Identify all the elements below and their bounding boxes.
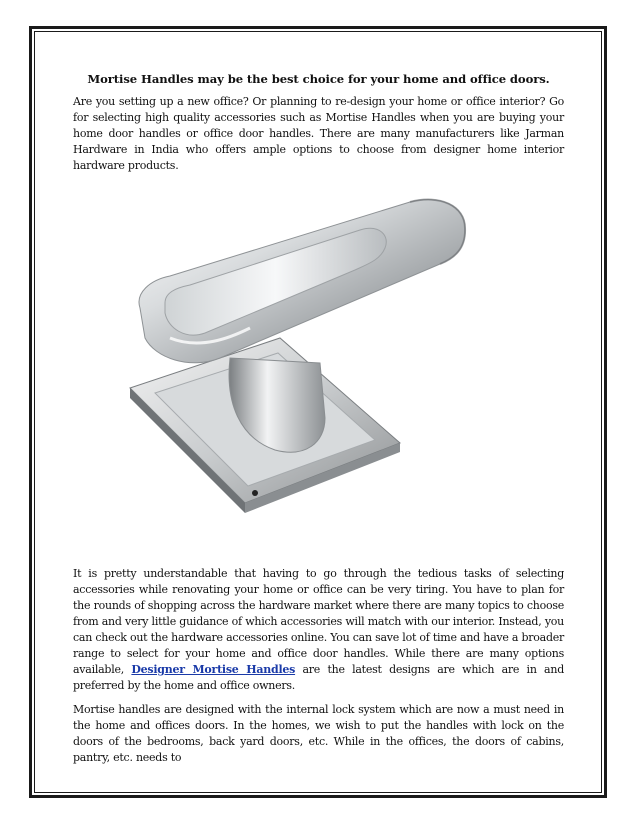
document-header — [73, 72, 564, 182]
intro-paragraph: Are you setting up a new office? Or planning to re-design your home or office interior? Go for selecting high quality accessories such as Mortise Handles when you are buying your home door handles or office door handles. There are many manufacturers like Jarman Hardware in India who offers ample options to choose from designer home interior hardware products. — [73, 95, 564, 172]
document-title: Mortise Handles may be the best choice for your home and office doors. — [87, 72, 550, 86]
body-paragraphs — [73, 566, 564, 774]
paragraph-shopping-text: It is pretty understandable that having to go through the tedious tasks of selecting accessories while renovating your home or office can be very tiring. You have to plan for the rounds of shopping across the hardware market where there are many topics to choose from and very little guidance of which accessories will match with our interior. Instead, you can check out the hardware accessories online. You can save lot of time and have a broader range to select for your home and office door handles. While there are many options available, — [73, 567, 564, 676]
paragraph-shopping — [73, 566, 564, 694]
mortise-handle-image — [110, 188, 490, 558]
paragraph-shopping-tail: are the latest designs are which are in and preferred by the home and office owners. — [73, 663, 564, 692]
paragraph-lock-system: Mortise handles are designed with the internal lock system which are now a must need in the home and offices doors. In the homes, we wish to put the handles with lock on the doors of the bedrooms, back yard doors, etc. While in the offices, the doors of cabins, pantry, etc. needs to — [73, 703, 564, 764]
designer-mortise-handles-link[interactable]: Designer Mortise Handles — [131, 663, 296, 676]
mortise-handle-illustration — [110, 188, 490, 558]
